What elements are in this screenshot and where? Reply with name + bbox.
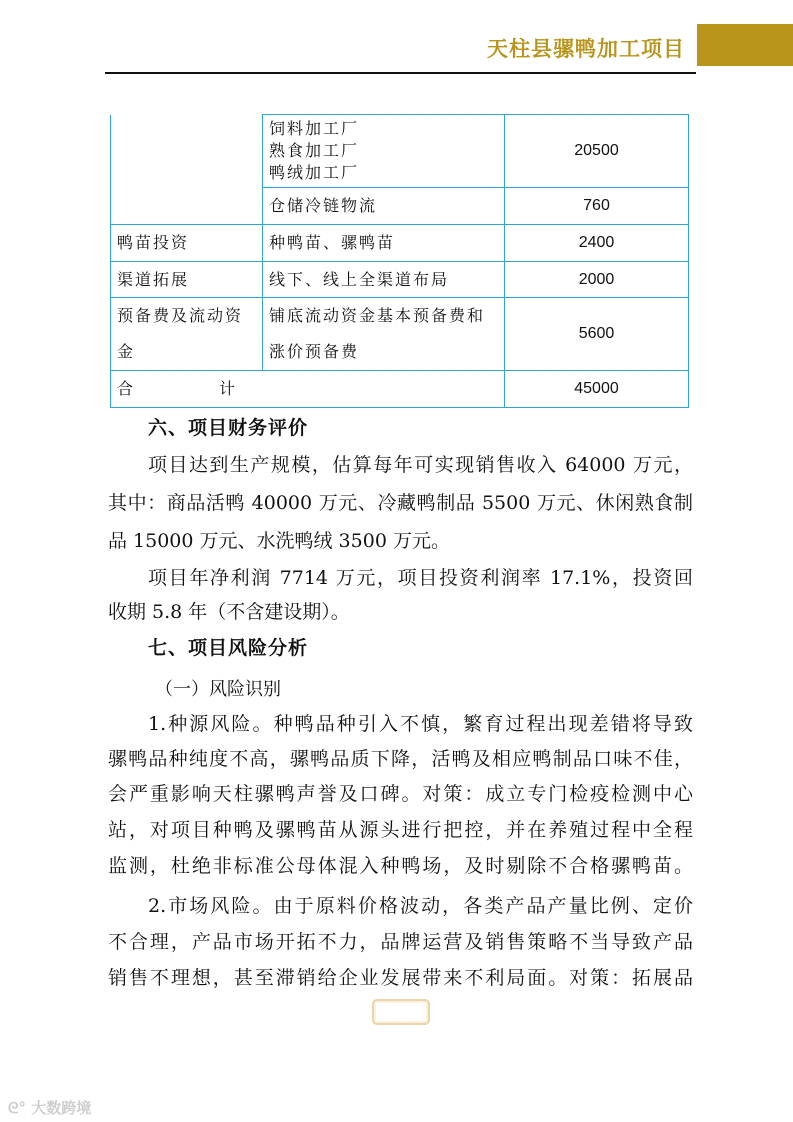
paragraph-line: 会严重影响天柱骡鸭声誉及口碑。对策：成立专门检疫检测中心 xyxy=(108,783,693,805)
table-cell: 线下、线上全渠道布局 xyxy=(263,262,505,298)
paragraph-line: 品 15000 万元、水洗鸭绒 3500 万元。 xyxy=(108,530,450,552)
paragraph-line: 项目达到生产规模，估算每年可实现销售收入 64000 万元， xyxy=(148,454,693,476)
header-accent-block xyxy=(697,24,793,66)
table-row xyxy=(111,115,689,188)
table-cell: 预备费及流动资金 xyxy=(111,298,263,371)
paragraph-line: 站，对项目种鸭及骡鸭苗从源头进行把控，并在养殖过程中全程 xyxy=(108,819,693,841)
table-row xyxy=(111,262,689,298)
paragraph-line: 不合理，产品市场开拓不力，品牌运营及销售策略不当导致产品 xyxy=(108,931,693,953)
table-cell: 20500 xyxy=(505,115,689,188)
cell-text: 熟食加工厂 xyxy=(269,141,360,160)
header-title: 天柱县骡鸭加工项目 xyxy=(487,37,685,61)
paragraph-line: 项目年净利润 7714 万元，项目投资利润率 17.1%，投资回 xyxy=(148,567,693,589)
section-heading: 七、项目风险分析 xyxy=(148,637,309,659)
table-cell: 铺底流动资金基本预备费和涨价预备费 xyxy=(263,298,505,371)
table-cell xyxy=(111,371,505,408)
table-row-total xyxy=(111,371,689,408)
header-divider xyxy=(105,72,696,74)
paragraph-line: 骡鸭品种纯度不高，骡鸭品质下降，活鸭及相应鸭制品口味不佳， xyxy=(108,748,693,770)
cell-text: 饲料加工厂 xyxy=(269,119,360,138)
watermark-logo xyxy=(8,1097,91,1118)
investment-table xyxy=(110,114,689,408)
table-cell xyxy=(111,115,263,225)
table-cell: 760 xyxy=(505,188,689,225)
paragraph-line: 监测，杜绝非标准公母体混入种鸭场，及时剔除不合格骡鸭苗。 xyxy=(108,855,693,877)
watermark-icon: ᘓ° xyxy=(8,1099,27,1117)
table-cell: 渠道拓展 xyxy=(111,262,263,298)
table-cell: 2000 xyxy=(505,262,689,298)
table-row xyxy=(111,298,689,371)
table-cell: 2400 xyxy=(505,225,689,262)
table-cell: 5600 xyxy=(505,298,689,371)
table-cell: 种鸭苗、骡鸭苗 xyxy=(263,225,505,262)
paragraph-line: 收期 5.8 年（不含建设期）。 xyxy=(108,601,350,623)
page-number-box xyxy=(372,999,430,1025)
table-cell: 鸭苗投资 xyxy=(111,225,263,262)
paragraph-line: 其中：商品活鸭 40000 万元、冷藏鸭制品 5500 万元、休闲熟食制 xyxy=(108,492,693,514)
section-heading: 六、项目财务评价 xyxy=(148,417,309,439)
total-label: 计 xyxy=(219,379,238,398)
table-cell: 45000 xyxy=(505,371,689,408)
watermark-text: 大数跨境 xyxy=(31,1099,92,1117)
paragraph-line: 2.市场风险。由于原料价格波动，各类产品产量比例、定价 xyxy=(148,895,693,917)
table-cell xyxy=(263,115,505,188)
total-label: 合 xyxy=(117,379,136,398)
subsection-heading: （一）风险识别 xyxy=(155,679,281,700)
paragraph-line: 销售不理想，甚至滞销给企业发展带来不利局面。对策：拓展品 xyxy=(108,967,693,989)
table-cell: 仓储冷链物流 xyxy=(263,188,505,225)
paragraph-line: 1.种源风险。种鸭品种引入不慎，繁育过程出现差错将导致 xyxy=(148,713,693,735)
table-row xyxy=(111,225,689,262)
cell-text: 鸭绒加工厂 xyxy=(269,163,360,182)
